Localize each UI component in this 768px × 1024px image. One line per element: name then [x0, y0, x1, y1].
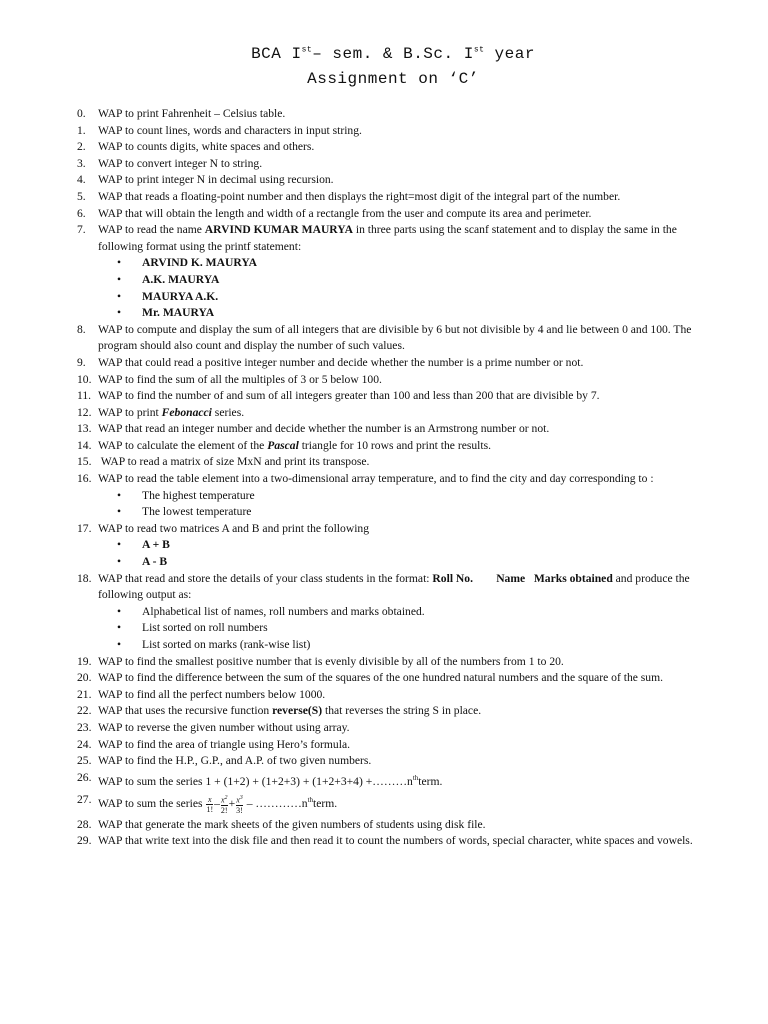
list-item	[77, 372, 717, 389]
item-number: 28.	[77, 817, 92, 831]
item-text	[98, 405, 717, 422]
item-text	[98, 222, 717, 255]
item-number: 14.	[77, 438, 92, 452]
item-text: WAP to counts digits, white spaces and others.	[98, 140, 315, 154]
item-number: 8.	[77, 322, 86, 336]
item-number: 3.	[77, 156, 86, 170]
bullet-icon: •	[117, 604, 122, 618]
item-text-part: that reverses the string S in place.	[322, 704, 482, 718]
bullet-item	[77, 537, 717, 554]
list-item	[77, 521, 717, 538]
item-number: 16.	[77, 472, 92, 486]
item-bold-text: Febonacci	[161, 405, 212, 419]
item-number: 23.	[77, 720, 92, 734]
fraction-denominator: 2!	[220, 805, 228, 815]
bullet-item	[77, 488, 717, 505]
item-number: 24.	[77, 737, 92, 751]
bullet-icon: •	[117, 306, 122, 320]
list-item	[77, 687, 717, 704]
assignment-list	[77, 106, 717, 850]
bullet-item	[77, 504, 717, 521]
item-bold-text: reverse(S)	[272, 704, 323, 718]
bullet-icon: •	[117, 621, 122, 635]
fraction-numerator	[236, 794, 243, 805]
item-number: 6.	[77, 206, 86, 220]
item-text-part: series.	[211, 405, 245, 419]
item-number: 10.	[77, 372, 92, 386]
list-item	[77, 438, 717, 455]
item-number: 5.	[77, 189, 86, 203]
item-text: WAP to find the sum of all the multiples of 3 or 5 below 100.	[98, 372, 382, 386]
item-number: 19.	[77, 654, 92, 668]
list-item	[77, 454, 717, 471]
list-item	[77, 106, 717, 123]
item-text: WAP to print Fahrenheit – Celsius table.	[98, 107, 286, 120]
item-number: 22.	[77, 704, 92, 718]
bullet-item	[77, 305, 717, 322]
item-text: WAP that could read a positive integer number and decide whether the number is a prime number or not.	[98, 355, 584, 369]
fraction-numerator: x	[208, 794, 212, 804]
bullet-text: The lowest temperature	[142, 505, 252, 519]
list-item	[77, 753, 717, 770]
item-number: 12.	[77, 405, 92, 419]
bullet-icon: •	[117, 272, 122, 286]
series-fraction	[221, 794, 228, 815]
list-item	[77, 703, 717, 720]
document-title	[0, 45, 768, 63]
item-text-part: term.	[313, 797, 338, 811]
item-text-part: and produce the following output as:	[98, 571, 690, 602]
item-number: 27.	[77, 793, 92, 807]
list-item	[77, 156, 717, 173]
list-item	[77, 172, 717, 189]
bullet-icon: •	[117, 488, 122, 502]
item-number: 7.	[77, 223, 86, 237]
item-text	[98, 571, 717, 604]
bullet-item	[77, 604, 717, 621]
item-text: WAP to find the number of and sum of all integers greater than 100 and less than 200 that are divisible by 7.	[98, 389, 600, 403]
item-text-part: WAP to print	[98, 405, 162, 419]
item-text: WAP to find the difference between the sum of the squares of the one hundred natural numbers and the square of the sum.	[98, 671, 664, 685]
bullet-icon: •	[117, 538, 122, 552]
bullet-item	[77, 620, 717, 637]
item-text	[98, 770, 717, 790]
list-item	[77, 833, 717, 850]
item-text-part: WAP that uses the recursive function	[98, 704, 273, 718]
item-text: WAP that reads a floating-point number and then displays the right=most digit of the integral part of the number.	[98, 189, 621, 203]
title-part: year	[484, 45, 535, 63]
item-text-part: WAP to calculate the element of the	[98, 438, 268, 452]
item-text: WAP to convert integer N to string.	[98, 156, 263, 170]
item-bold-text: ARVIND KUMAR MAURYA	[204, 223, 353, 237]
list-item	[77, 421, 717, 438]
item-number: 17.	[77, 521, 92, 535]
item-text: WAP to read two matrices A and B and print the following	[98, 521, 370, 535]
item-number: 2.	[77, 140, 86, 154]
item-text: WAP that generate the mark sheets of the given numbers of students using disk file.	[98, 817, 486, 831]
series-operator: +	[228, 797, 236, 811]
series-operator: –	[214, 797, 220, 811]
item-text	[98, 438, 717, 455]
list-item	[77, 206, 717, 223]
item-text-part: – …………n	[243, 797, 308, 811]
list-item	[77, 654, 717, 671]
bullet-text: List sorted on marks (rank-wise list)	[142, 638, 311, 651]
bullet-text: A.K. MAURYA	[142, 272, 220, 286]
fraction-power: 3	[239, 795, 243, 802]
bullet-text: MAURYA A.K.	[142, 289, 219, 303]
item-text: WAP to read a matrix of size MxN and print its transpose.	[98, 455, 370, 469]
bullet-icon: •	[117, 555, 122, 569]
list-item	[77, 720, 717, 737]
list-item	[77, 123, 717, 140]
item-text: WAP to compute and display the sum of all integers that are divisible by 6 but not divisible by 4 and lie between 0 and 100. The program should also count and display the number of such values.	[98, 322, 692, 353]
item-text	[98, 792, 717, 815]
bullet-text: Alphabetical list of names, roll numbers and marks obtained.	[142, 604, 425, 618]
item-text: WAP to read the table element into a two-dimensional array temperature, and to find the city and day corresponding to :	[98, 472, 654, 486]
series-fraction	[206, 795, 213, 814]
item-text: WAP that write text into the disk file and then read it to count the numbers of words, special character, white spaces and vowels.	[98, 834, 693, 848]
item-number: 20.	[77, 671, 92, 685]
bullet-icon: •	[117, 638, 122, 651]
list-item	[77, 355, 717, 372]
item-number: 1.	[77, 123, 86, 137]
bullet-text: List sorted on roll numbers	[142, 621, 268, 635]
superscript: th	[412, 773, 419, 782]
item-text: WAP to reverse the given number without using array.	[98, 720, 350, 734]
superscript: th	[307, 796, 314, 805]
list-item	[77, 388, 717, 405]
bullet-text: The highest temperature	[142, 488, 255, 502]
item-text: WAP to find the area of triangle using Hero’s formula.	[98, 737, 350, 751]
title-part: – sem. & B.Sc. I	[312, 45, 474, 63]
series-fraction	[236, 794, 243, 815]
list-item	[77, 471, 717, 488]
fraction-power: 2	[224, 795, 228, 802]
bullet-item	[77, 637, 717, 654]
fraction-denominator: 3!	[236, 805, 243, 815]
title-superscript: st	[301, 45, 313, 55]
item-text-part: WAP to sum the series 1 + (1+2) + (1+2+3) + (1+2+3+4) +………n	[98, 774, 413, 788]
list-item	[77, 571, 717, 604]
item-text-part: triangle for 10 rows and print the results.	[298, 438, 492, 452]
item-number: 15.	[77, 455, 92, 469]
document-subtitle: Assignment on ‘C’	[307, 70, 479, 88]
list-item	[77, 817, 717, 834]
item-text	[98, 703, 717, 720]
item-text-part: WAP to sum the series	[98, 797, 206, 811]
item-text: WAP to find all the perfect numbers below 1000.	[98, 687, 326, 701]
list-item	[77, 770, 717, 790]
title-part: BCA I	[251, 45, 302, 63]
item-text: WAP to count lines, words and characters in input string.	[98, 123, 362, 137]
item-text-part: term.	[418, 774, 443, 788]
fraction-variable: x	[236, 795, 240, 805]
bullet-item	[77, 554, 717, 571]
item-number: 29.	[77, 834, 92, 848]
list-item	[77, 792, 717, 815]
bullet-item	[77, 272, 717, 289]
item-number: 9.	[77, 355, 86, 369]
item-text-part: in three parts using the scanf statement and to display the same in the following format using the printf statement:	[98, 223, 677, 253]
item-text-part: WAP that read and store the details of your class students in the format:	[98, 571, 433, 585]
item-bold-text: Roll No. Name Marks obtained	[432, 571, 613, 585]
item-text: WAP to print integer N in decimal using recursion.	[98, 173, 334, 187]
list-item	[77, 405, 717, 422]
list-item	[77, 737, 717, 754]
item-number: 21.	[77, 687, 92, 701]
bullet-text: Mr. MAURYA	[142, 306, 215, 320]
bullet-text: A + B	[142, 538, 170, 552]
item-number: 0.	[77, 107, 86, 120]
item-text: WAP to find the H.P., G.P., and A.P. of two given numbers.	[98, 754, 372, 768]
item-number: 25.	[77, 754, 92, 768]
bullet-icon: •	[117, 505, 122, 519]
item-number: 4.	[77, 173, 86, 187]
item-number: 18.	[77, 571, 92, 585]
fraction-numerator	[221, 794, 228, 805]
item-text: WAP that read an integer number and decide whether the number is an Armstrong number or not.	[98, 422, 550, 436]
item-bold-text: Pascal	[267, 438, 299, 452]
list-item	[77, 322, 717, 355]
fraction-variable: x	[220, 795, 225, 805]
bullet-item	[77, 255, 717, 272]
bullet-icon: •	[117, 256, 122, 270]
list-item	[77, 189, 717, 206]
item-text-part: WAP to read the name	[98, 223, 205, 237]
bullet-icon: •	[117, 289, 122, 303]
list-item	[77, 670, 717, 687]
list-item	[77, 139, 717, 156]
item-text: WAP to find the smallest positive number that is evenly divisible by all of the numbers from 1 to 20.	[98, 654, 564, 668]
bullet-item	[77, 289, 717, 306]
item-number: 11.	[77, 389, 92, 403]
item-text: WAP that will obtain the length and width of a rectangle from the user and compute its area and perimeter.	[98, 206, 592, 220]
item-number: 26.	[77, 770, 92, 784]
fraction-denominator: 1!	[206, 804, 214, 814]
bullet-text: ARVIND K. MAURYA	[142, 256, 258, 270]
item-number: 13.	[77, 422, 92, 436]
bullet-text: A - B	[142, 555, 168, 569]
title-superscript: st	[473, 45, 485, 55]
list-item	[77, 222, 717, 255]
